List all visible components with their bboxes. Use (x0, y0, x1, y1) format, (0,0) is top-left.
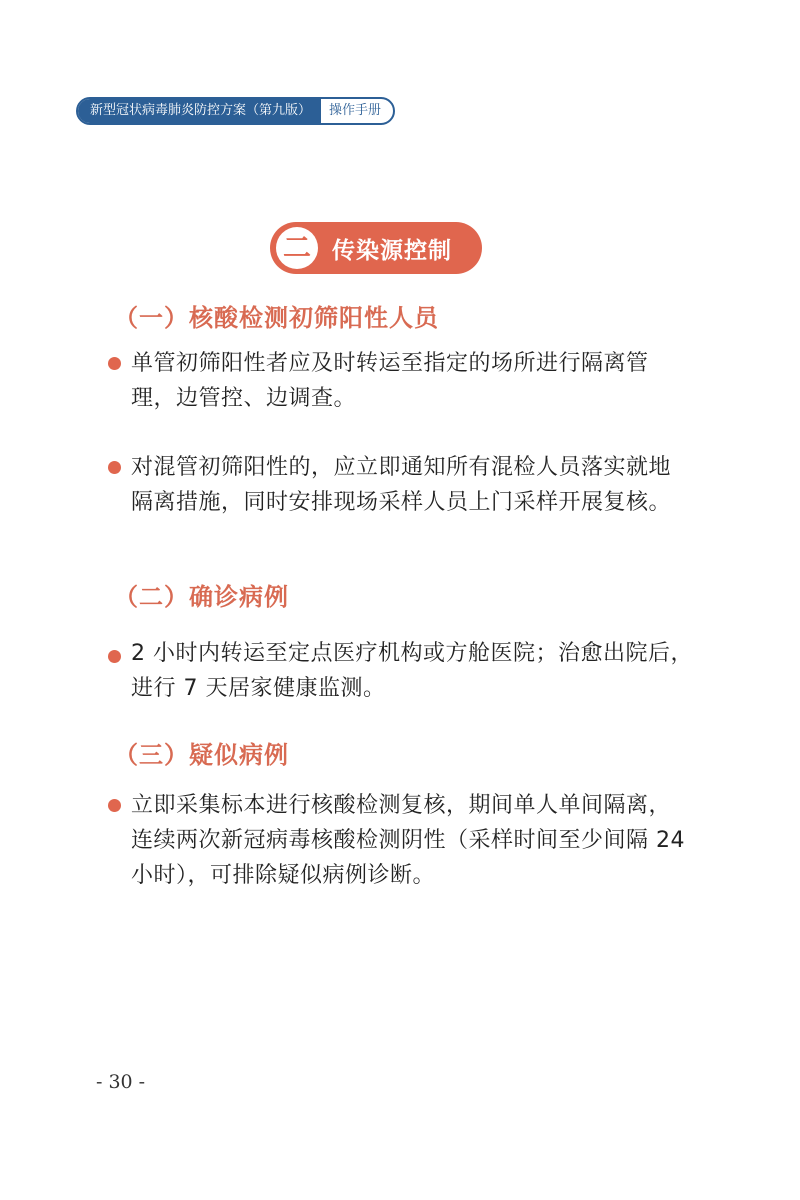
bullet-text: 2 小时内转运至定点医疗机构或方舱医院；治愈出院后，进行 7 天居家健康监测。 (131, 641, 693, 701)
subsection-heading-3: （三）疑似病例 (114, 741, 289, 769)
bullet-text: 对混管初筛阳性的，应立即通知所有混检人员落实就地隔离措施，同时安排现场采样人员上门采样开展复核。 (131, 455, 672, 515)
bullet-dot-icon (108, 650, 121, 663)
document-subtitle: 操作手册 (329, 103, 382, 118)
list-item (108, 636, 693, 706)
list-item (108, 450, 693, 520)
bullet-text: 立即采集标本进行核酸检测复核，期间单人单间隔离，连续两次新冠病毒核酸检测阴性（采样时间至少间隔 24 小时），可排除疑似病例诊断。 (131, 793, 685, 888)
bullet-dot-icon (108, 461, 121, 474)
section-banner (270, 222, 482, 274)
document-title: 新型冠状病毒肺炎防控方案（第九版） (78, 99, 321, 123)
bullet-dot-icon (108, 799, 121, 812)
page-number: - 30 - (96, 1071, 146, 1093)
list-item (108, 346, 693, 416)
bullet-dot-icon (108, 357, 121, 370)
section-number: 二 (276, 227, 318, 269)
document-header-tag (76, 97, 395, 125)
section-title: 传染源控制 (332, 237, 452, 264)
subsection-heading-2: （二）确诊病例 (114, 583, 289, 611)
bullet-text: 单管初筛阳性者应及时转运至指定的场所进行隔离管理，边管控、边调查。 (131, 351, 649, 411)
subsection-heading-1: （一）核酸检测初筛阳性人员 (114, 304, 439, 332)
list-item (108, 788, 693, 893)
